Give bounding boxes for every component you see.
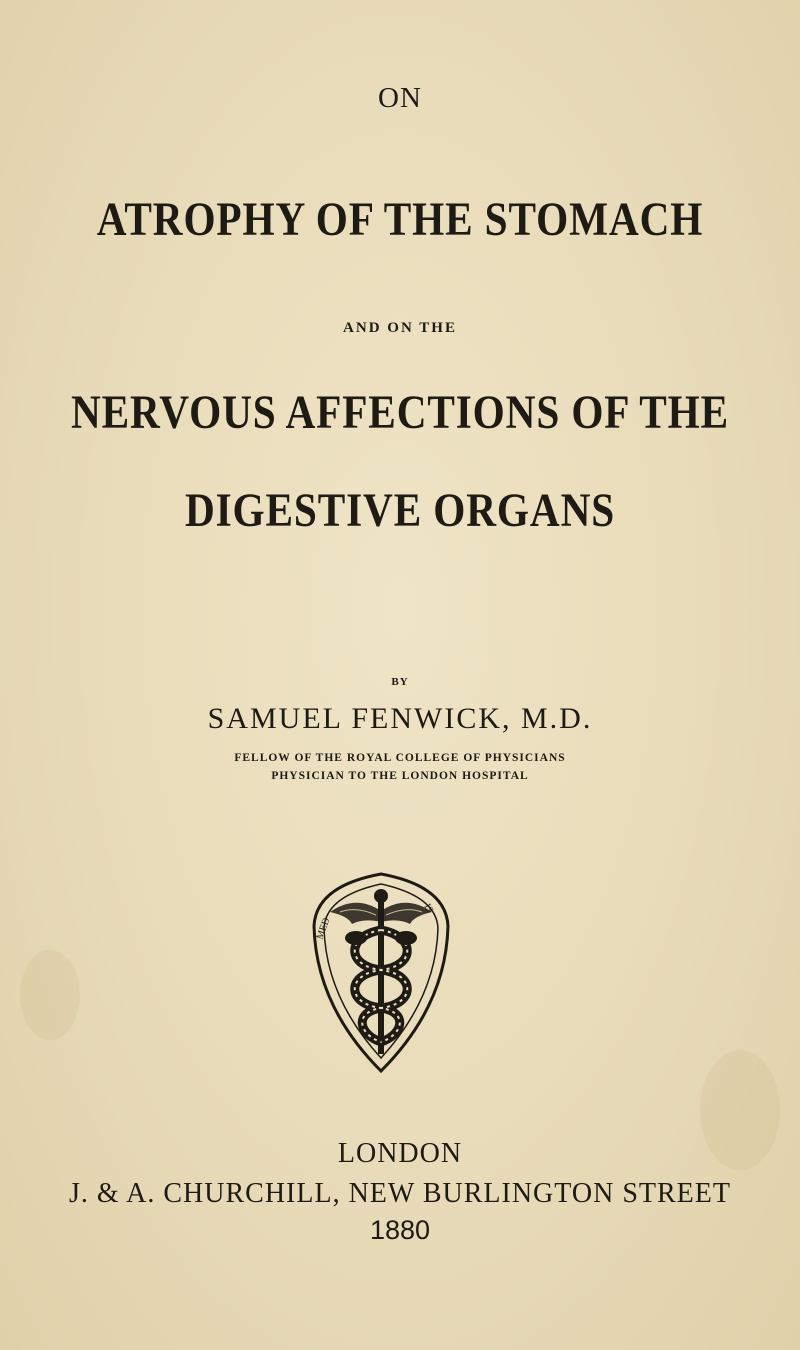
author-name: SAMUEL FENWICK, M.D. [207, 702, 593, 735]
title-on: ON [378, 82, 422, 114]
author-credential-1: FELLOW OF THE ROYAL COLLEGE OF PHYSICIANS [234, 752, 566, 764]
caduceus-shield-emblem-icon [296, 866, 466, 1076]
svg-text:MED: MED [314, 916, 333, 942]
svg-text:IS: IS [421, 902, 436, 916]
paper-stain [20, 950, 80, 1040]
and-on-the: AND ON THE [343, 320, 457, 336]
subtitle-line-1: NERVOUS AFFECTIONS OF THE [70, 386, 730, 439]
subtitle-line-2: DIGESTIVE ORGANS [184, 484, 616, 537]
author-credential-2: PHYSICIAN TO THE LONDON HOSPITAL [271, 770, 529, 782]
main-title: ATROPHY OF THE STOMACH [96, 193, 704, 246]
publication-place: LONDON [337, 1138, 463, 1169]
publication-year: 1880 [369, 1215, 431, 1245]
publisher: J. & A. CHURCHILL, NEW BURLINGTON STREET [69, 1178, 731, 1209]
by-label: BY [391, 676, 409, 688]
